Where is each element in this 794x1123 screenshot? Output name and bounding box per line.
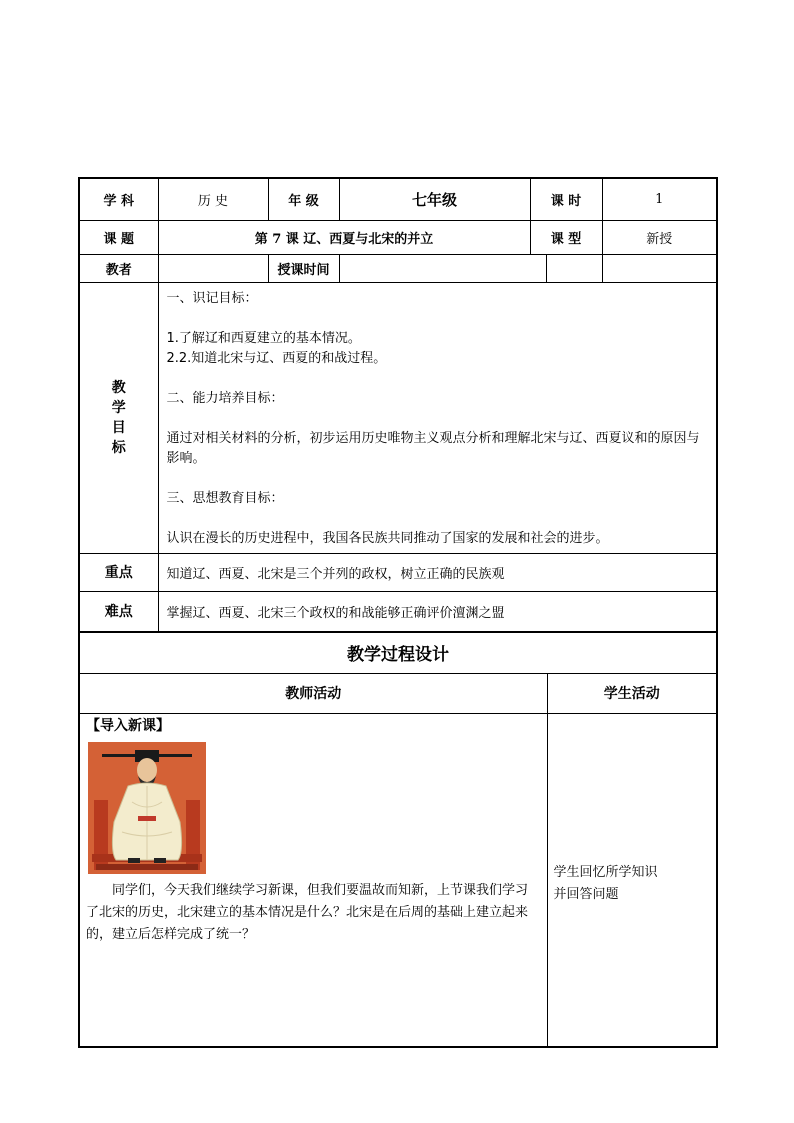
difficulty-text: 掌握辽、西夏、北宋三个政权的和战能够正确评价澶渊之盟	[158, 591, 717, 631]
memory-item: 1.了解辽和西夏建立的基本情况。	[166, 330, 361, 346]
ability-heading: 二、能力培养目标：	[166, 390, 284, 406]
intro-text: 同学们，今天我们继续学习新课，但我们要温故而知新，上节课我们学习了北宋的历史，北宋建立的基本情况是什么？北宋是在后周的基础上建立起来的，建立后怎样完成了统一？	[86, 882, 529, 942]
period-label: 课 时	[530, 178, 602, 220]
lesson-plan-table	[78, 177, 718, 632]
key-point-text: 知道辽、西夏、北宋是三个并列的政权，树立正确的民族观	[158, 553, 717, 591]
type-value: 新授	[602, 220, 717, 254]
process-table	[78, 632, 718, 1049]
emperor-portrait-image	[88, 742, 206, 874]
goals-label-char: 标	[111, 439, 126, 456]
subject-value: 历 史	[158, 178, 268, 220]
goals-content	[158, 282, 717, 553]
subject-label: 学 科	[79, 178, 158, 220]
empty-cell	[546, 254, 602, 282]
teacher-label: 教者	[79, 254, 158, 282]
lesson-plan	[78, 177, 716, 1048]
intro-title: 【导入新课】	[86, 717, 170, 734]
grade-label: 年 级	[268, 178, 339, 220]
student-activity-header: 学生活动	[547, 673, 717, 713]
type-label: 课 型	[530, 220, 602, 254]
goals-label	[79, 282, 158, 553]
thought-heading: 三、思想教育目标：	[166, 490, 284, 506]
period-value: 1	[602, 178, 717, 220]
difficulty-label: 难点	[79, 591, 158, 631]
goals-label-char: 教	[111, 379, 126, 396]
time-value	[339, 254, 546, 282]
student-activity-cell	[547, 713, 717, 1047]
thought-text: 认识在漫长的历史进程中，我国各民族共同推动了国家的发展和社会的进步。	[166, 530, 609, 546]
process-title: 教学过程设计	[79, 632, 717, 673]
student-activity-text	[554, 854, 711, 906]
student-activity-line: 并回答问题	[553, 886, 619, 902]
key-point-label: 重点	[79, 553, 158, 591]
topic-label: 课 题	[79, 220, 158, 254]
teacher-activity-cell	[79, 713, 547, 1047]
goals-label-char: 学	[111, 399, 126, 416]
empty-cell	[602, 254, 717, 282]
memory-heading: 一、识记目标：	[166, 290, 258, 306]
time-label: 授课时间	[268, 254, 339, 282]
grade-value: 七年级	[339, 178, 530, 220]
student-activity-line: 学生回忆所学知识	[553, 864, 658, 880]
teacher-value	[158, 254, 268, 282]
memory-item: 2.2.知道北宋与辽、西夏的和战过程。	[166, 350, 387, 366]
goals-label-char: 目	[111, 419, 126, 436]
teacher-activity-header: 教师活动	[79, 673, 547, 713]
ability-text: 通过对相关材料的分析，初步运用历史唯物主义观点分析和理解北宋与辽、西夏议和的原因与影响。	[166, 430, 700, 466]
topic-value: 第 7 课 辽、西夏与北宋的并立	[158, 220, 530, 254]
